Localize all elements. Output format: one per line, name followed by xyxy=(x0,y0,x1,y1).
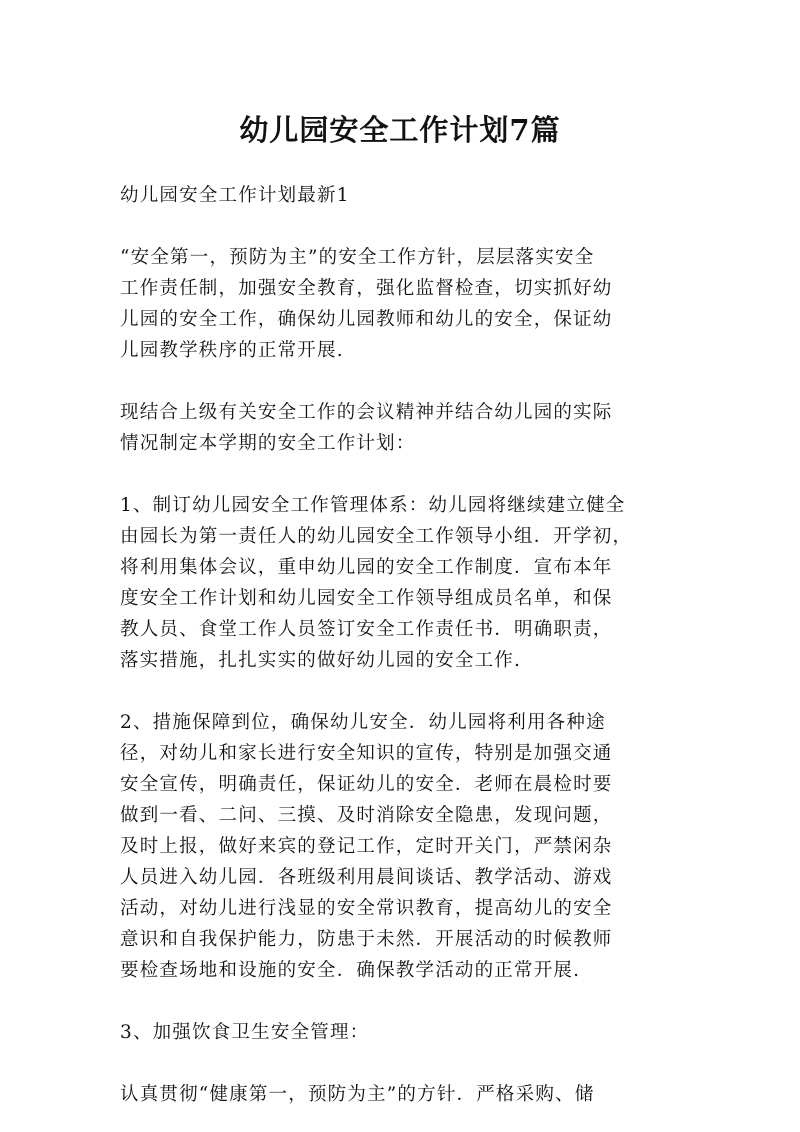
paragraph-line: 儿园教学秩序的正常开展. xyxy=(120,340,344,361)
paragraph-line: 将利用集体会议，重申幼儿园的安全工作制度．宣布本年 xyxy=(120,557,613,578)
paragraph-line: 工作责任制，加强安全教育，强化监督检查，切实抓好幼 xyxy=(120,278,613,299)
paragraph-6 xyxy=(120,1079,680,1110)
document-title: 幼儿园安全工作计划7篇 xyxy=(239,113,561,147)
document-body xyxy=(120,180,680,1110)
paragraph-line: 度安全工作计划和幼儿园安全工作领导组成员名单，和保 xyxy=(120,588,613,609)
paragraph-line: 要检查场地和设施的安全．确保教学活动的正常开展. xyxy=(120,960,581,981)
paragraph-line: 现结合上级有关安全工作的会议精神并结合幼儿园的实际 xyxy=(120,402,613,423)
paragraph-gap xyxy=(120,1048,680,1079)
paragraph-4 xyxy=(120,707,680,986)
paragraph-line: “安全第一，预防为主”的安全工作方针，层层落实安全 xyxy=(120,247,595,268)
paragraph-gap xyxy=(120,211,680,242)
section-heading: 幼儿园安全工作计划最新1 xyxy=(120,185,350,206)
paragraph-line: 由园长为第一责任人的幼儿园安全工作领导小组．开学初， xyxy=(120,526,633,547)
paragraph-line: 1、制订幼儿园安全工作管理体系：幼儿园将继续建立健全 xyxy=(120,495,626,516)
paragraph-line: 情况制定本学期的安全工作计划： xyxy=(120,433,416,454)
paragraph-gap xyxy=(120,986,680,1017)
paragraph-5 xyxy=(120,1017,680,1048)
paragraph-1 xyxy=(120,242,680,366)
paragraph-line: 做到一看、二问、三摸、及时消除安全隐患，发现问题， xyxy=(120,805,613,826)
paragraph-gap xyxy=(120,366,680,397)
paragraph-line: 落实措施，扎扎实实的做好幼儿园的安全工作. xyxy=(120,650,522,671)
paragraph-line: 安全宣传，明确责任，保证幼儿的安全．老师在晨检时要 xyxy=(120,774,613,795)
paragraph-3 xyxy=(120,490,680,676)
paragraph-line: 儿园的安全工作，确保幼儿园教师和幼儿的安全，保证幼 xyxy=(120,309,613,330)
paragraph-gap xyxy=(120,676,680,707)
paragraph-line: 活动，对幼儿进行浅显的安全常识教育，提高幼儿的安全 xyxy=(120,898,613,919)
paragraph-line: 及时上报，做好来宾的登记工作，定时开关门，严禁闲杂 xyxy=(120,836,613,857)
paragraph-line: 意识和自我保护能力，防患于未然．开展活动的时候教师 xyxy=(120,929,613,950)
paragraph-line: 3、加强饮食卫生安全管理： xyxy=(120,1022,370,1043)
paragraph-gap xyxy=(120,459,680,490)
paragraph-line: 2、措施保障到位，确保幼儿安全．幼儿园将利用各种途 xyxy=(120,712,606,733)
paragraph-line: 认真贯彻“健康第一，预防为主”的方针．严格采购、储 xyxy=(120,1084,595,1105)
paragraph-line: 教人员、食堂工作人员签订安全工作责任书．明确职责， xyxy=(120,619,613,640)
paragraph-line: 径，对幼儿和家长进行安全知识的宣传，特别是加强交通 xyxy=(120,743,613,764)
paragraph-line: 人员进入幼儿园．各班级利用晨间谈话、教学活动、游戏 xyxy=(120,867,613,888)
paragraph-2 xyxy=(120,397,680,459)
